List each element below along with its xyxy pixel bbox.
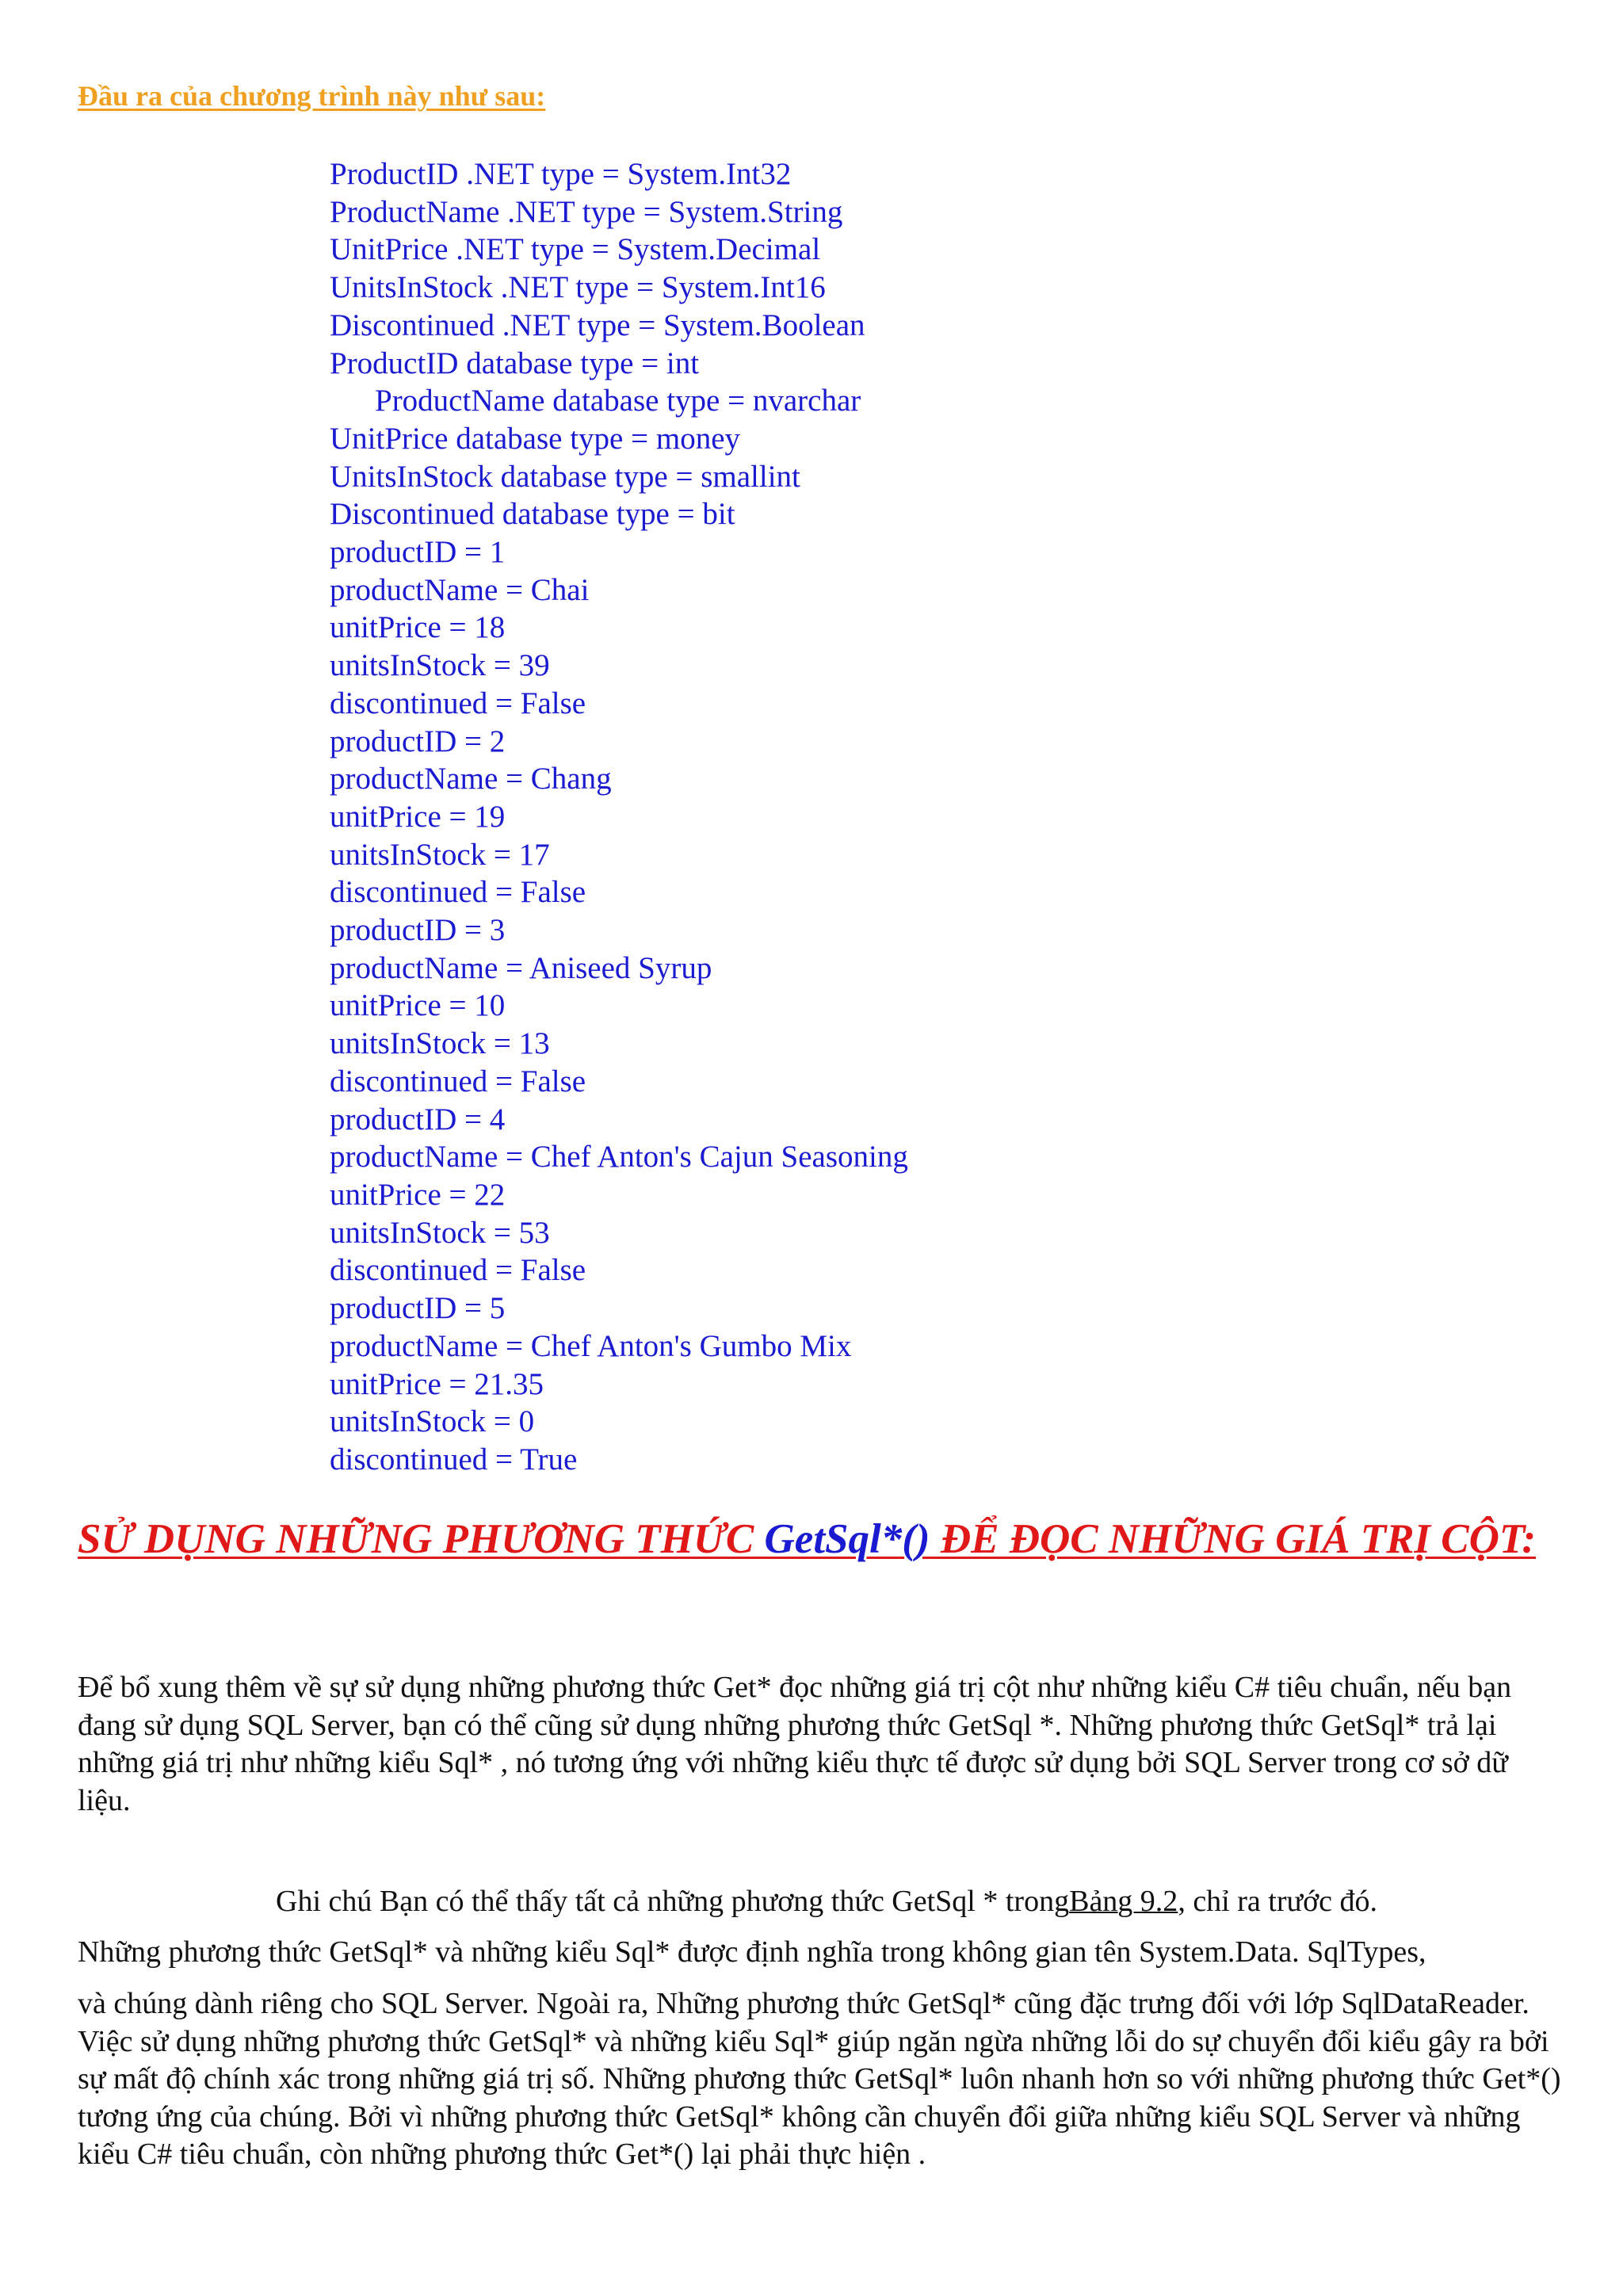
output-line: unitsInStock = 53 [330,1215,550,1250]
output-line: productName = Aniseed Syrup [330,950,712,985]
output-line: unitPrice = 10 [330,988,506,1023]
output-line: Discontinued database type = bit [330,497,735,532]
output-line: productName = Chef Anton's Cajun Seasoning [330,1140,908,1175]
note-text-after: , chỉ ra trước đó. [1178,1885,1378,1918]
program-output-listing [330,155,908,1479]
output-intro-heading: Đầu ra của chương trình này như sau: [78,80,546,112]
output-line: discontinued = False [330,875,586,910]
details-paragraph: và chúng dành riêng cho SQL Server. Ngoài ra, Những phương thức GetSql* cũng đặc trưng đối với lớp SqlDataReader. Việc sử dụng những phương thức GetSql* và những kiểu Sql* giúp ngăn ngừa những lỗi do sự chuyển đổi kiểu gây ra bởi sự mất độ chính xác trong những giá trị số. Những phương thức GetSql* luôn nhanh hơn so với những phương thức Get*() tương ứng của chúng. Bởi vì những phương thức GetSql* không cần chuyển đổi giữa những kiểu SQL Server và những kiểu C# tiêu chuẩn, còn những phương thức Get*() lại phải thực hiện . [78,1987,1561,2171]
output-line: ProductName .NET type = System.String [330,194,843,229]
output-line: unitsInStock = 39 [330,648,550,683]
section-heading-part1: SỬ DỤNG NHỮNG PHƯƠNG THỨC [78,1516,765,1562]
getsql-method-link[interactable]: GetSql*() [764,1516,930,1562]
output-line: productName = Chef Anton's Gumbo Mix [330,1328,852,1363]
output-line: productID = 3 [330,913,506,948]
note-text-before: Ghi chú Bạn có thể thấy tất cả những phương thức GetSql * trong [276,1885,1070,1918]
output-line: unitsInStock = 17 [330,837,550,872]
output-line: productName = Chang [330,762,612,797]
output-line: ProductName database type = nvarchar [375,384,861,418]
table-9-2-link[interactable]: Bảng 9.2 [1069,1885,1178,1918]
output-line: unitsInStock = 0 [330,1404,535,1439]
output-line: unitPrice = 19 [330,799,506,834]
output-line: discontinued = False [330,1253,586,1288]
output-line: Discontinued .NET type = System.Boolean [330,308,865,342]
output-line: unitPrice = 22 [330,1177,506,1212]
output-line: productName = Chai [330,572,590,607]
output-line: productID = 4 [330,1102,506,1137]
types-paragraph-line: Những phương thức GetSql* và những kiểu Sql* được định nghĩa trong không gian tên System.Data. SqlTypes, [78,1935,1426,1969]
section-heading [78,1515,1568,1563]
output-line: discontinued = False [330,1064,586,1098]
output-line: unitsInStock = 13 [330,1026,550,1061]
section-heading-part2: ĐỂ ĐỌC NHỮNG GIÁ TRỊ CỘT: [930,1516,1537,1562]
output-line: UnitsInStock .NET type = System.Int16 [330,270,826,305]
output-line: productID = 5 [330,1291,506,1326]
note-line [276,1883,1377,1921]
output-line: UnitPrice database type = money [330,421,741,456]
intro-paragraph: Để bổ xung thêm về sự sử dụng những phương thức Get* đọc những giá trị cột như những kiểu C# tiêu chuẩn, nếu bạn đang sử dụng SQL Server, bạn có thể cũng sử dụng những phương thức GetSql *. Những phương thức GetSql* trả lại những giá trị như những kiểu Sql* , nó tương ứng với những kiểu thực tế được sử dụng bởi SQL Server trong cơ sở dữ liệu. [78,1671,1512,1817]
output-line: UnitsInStock database type = smallint [330,459,800,494]
output-line: unitPrice = 18 [330,610,506,645]
output-line: discontinued = True [330,1442,578,1477]
output-line: ProductID database type = int [330,346,700,380]
output-line: ProductID .NET type = System.Int32 [330,157,792,191]
output-line: productID = 1 [330,535,506,570]
output-line: productID = 2 [330,724,506,758]
output-line: unitPrice = 21.35 [330,1366,544,1401]
output-line: UnitPrice .NET type = System.Decimal [330,232,821,267]
output-line: discontinued = False [330,686,586,720]
